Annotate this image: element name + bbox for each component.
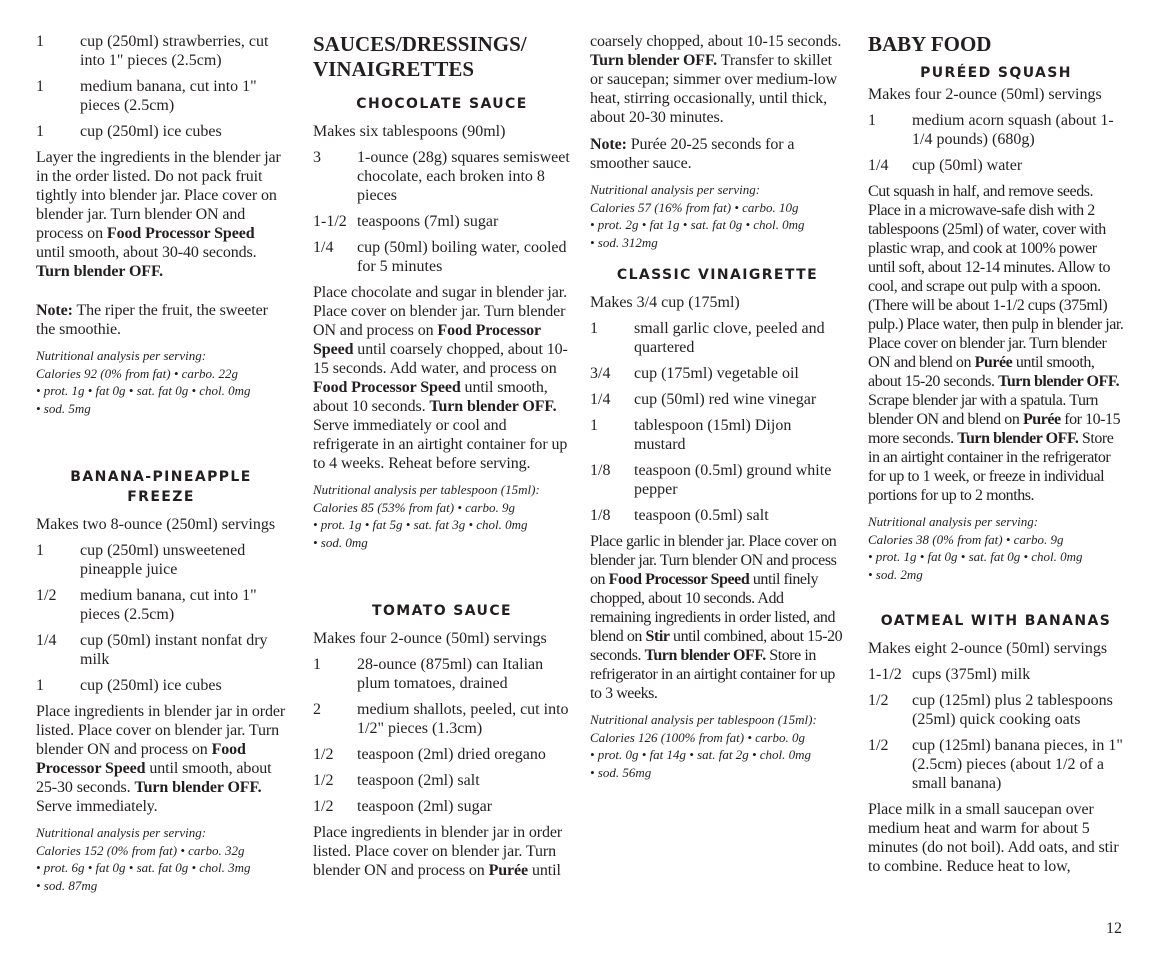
- ingredient-row: 1/2 teaspoon (2ml) dried oregano: [313, 746, 546, 763]
- ingredient-row: 1 cup (250ml) strawberries, cut into 1" pieces (2.5cm): [36, 33, 269, 69]
- column-3: [590, 32, 845, 781]
- ingredient-row: 1/2 medium banana, cut into 1" pieces (2.5cm): [36, 587, 257, 623]
- ingredient-row: 1 cup (250ml) unsweetened pineapple juice: [36, 542, 246, 578]
- recipe-yield: Makes eight 2-ounce (50ml) servings: [868, 640, 1108, 657]
- section-title: SAUCES/DRESSINGS/ VINAIGRETTES: [313, 32, 527, 81]
- ingredient-row: 3 1-ounce (28g) squares semisweet chocolate, each broken into 8 pieces: [313, 149, 570, 204]
- directions: Layer the ingredients in the blender jar in the order listed. Do not pack fruit tightly into blender jar. Place cover on blender jar. Turn blender ON and process on Food Processor Speed until smooth, about 30-40 seconds. Turn blender OFF.: [36, 149, 281, 280]
- directions: Place milk in a small saucepan over medium heat and warm for about 5 minutes (do not boil). Add oats, and stir to combine. Reduce heat to low,: [868, 801, 1119, 875]
- recipe-title: OATMEAL WITH BANANAS: [880, 613, 1112, 629]
- ingredient-row: 3/4 cup (175ml) vegetable oil: [590, 365, 799, 382]
- nutrition-info: Nutritional analysis per serving: Calories 57 (16% from fat) • carbo. 10g • prot. 2g • fat 1g • sat. fat 0g • chol. 0mg • sod. 312mg: [590, 182, 805, 250]
- ingredient-row: 1 small garlic clove, peeled and quartered: [590, 320, 825, 356]
- directions: Place ingredients in blender jar in order listed. Place cover on blender jar. Turn blender ON and process on Food Processor Speed until smooth, about 25-30 seconds. Turn blender OFF. Serve immediately.: [36, 703, 286, 815]
- recipe-title: PURÉED SQUASH: [920, 65, 1072, 81]
- ingredient-row: 1/4 cup (50ml) water: [868, 157, 1023, 174]
- ingredient-row: 1/8 teaspoon (0.5ml) salt: [590, 507, 769, 524]
- ingredient-row: 1 cup (250ml) ice cubes: [36, 123, 222, 140]
- ingredient-row: 1 medium banana, cut into 1" pieces (2.5cm): [36, 78, 257, 114]
- ingredient-row: 1/2 cup (125ml) banana pieces, in 1" (2.5cm) pieces (about 1/2 of a small banana): [868, 737, 1123, 792]
- directions: Place chocolate and sugar in blender jar. Place cover on blender jar. Turn blender ON and process on Food Processor Speed until coarsely chopped, about 10-15 seconds. Add water, and process on Food Processor Speed until smooth, about 10 seconds. Turn blender OFF. Serve immediately or cool and refrigerate in an airtight container for up to 4 weeks. Reheat before serving.: [313, 284, 568, 472]
- page-number: 12: [1106, 920, 1122, 937]
- nutrition-info: Nutritional analysis per tablespoon (15ml): Calories 126 (100% from fat) • carbo. 0g • prot. 0g • fat 14g • sat. fat 2g • chol. 0mg • sod. 56mg: [590, 712, 817, 780]
- directions: coarsely chopped, about 10-15 seconds. Turn blender OFF. Transfer to skillet or saucepan; simmer over medium-low heat, stirring occasionally, until thick, about 20-30 minutes.: [590, 33, 842, 126]
- directions: Place ingredients in blender jar in order listed. Place cover on blender jar. Turn blender ON and process on Purée until: [313, 824, 563, 879]
- ingredient-row: 1 cup (250ml) ice cubes: [36, 677, 222, 694]
- recipe-yield: Makes 3/4 cup (175ml): [590, 294, 740, 311]
- nutrition-info: Nutritional analysis per serving: Calories 92 (0% from fat) • carbo. 22g • prot. 1g • fat 0g • sat. fat 0g • chol. 0mg • sod. 5mg: [36, 348, 251, 416]
- ingredient-row: 1/4 cup (50ml) red wine vinegar: [590, 391, 817, 408]
- note: Note: The riper the fruit, the sweeter the smoothie.: [36, 302, 268, 338]
- ingredient-row: 1/8 teaspoon (0.5ml) ground white pepper: [590, 462, 832, 498]
- column-4: [868, 32, 1124, 884]
- ingredient-row: 1/4 cup (50ml) boiling water, cooled for 5 minutes: [313, 239, 567, 275]
- ingredient-row: 1/2 teaspoon (2ml) salt: [313, 772, 480, 789]
- column-2: [313, 32, 571, 888]
- ingredient-row: 1/2 teaspoon (2ml) sugar: [313, 798, 493, 815]
- recipe-yield: Makes two 8-ounce (250ml) servings: [36, 516, 276, 533]
- recipe-yield: Makes four 2-ounce (50ml) servings: [868, 86, 1102, 103]
- recipe-title: TOMATO SAUCE: [372, 603, 512, 619]
- ingredient-row: 1/4 cup (50ml) instant nonfat dry milk: [36, 632, 268, 668]
- nutrition-info: Nutritional analysis per tablespoon (15ml): Calories 85 (53% from fat) • carbo. 9g • prot. 1g • fat 5g • sat. fat 3g • chol. 0mg • sod. 0mg: [313, 482, 540, 550]
- nutrition-info: Nutritional analysis per serving: Calories 38 (0% from fat) • carbo. 9g • prot. 1g • fat 0g • sat. fat 0g • chol. 0mg • sod. 2mg: [868, 514, 1083, 582]
- recipe-title: CLASSIC VINAIGRETTE: [616, 267, 819, 283]
- ingredient-row: 1-1/2 cups (375ml) milk: [868, 666, 1031, 683]
- ingredient-row: 1 tablespoon (15ml) Dijon mustard: [590, 417, 792, 453]
- ingredient-row: 1 28-ounce (875ml) can Italian plum tomatoes, drained: [313, 656, 544, 692]
- recipe-title: CHOCOLATE SAUCE: [356, 96, 528, 112]
- section-title: BABY FOOD: [868, 32, 992, 56]
- nutrition-info: Nutritional analysis per serving: Calories 152 (0% from fat) • carbo. 32g • prot. 6g • fat 0g • sat. fat 0g • chol. 3mg • sod. 87mg: [36, 825, 251, 893]
- recipe-yield: Makes six tablespoons (90ml): [313, 123, 506, 140]
- directions: Place garlic in blender jar. Place cover on blender jar. Turn blender ON and process on Food Processor Speed until finely chopped, about 10 seconds. Add remaining ingredients in order listed, and blend on Stir until combined, about 15-20 seconds. Turn blender OFF. Store in refrigerator in an airtight container for up to 3 weeks.: [590, 533, 843, 702]
- note: Note: Purée 20-25 seconds for a smoother sauce.: [590, 136, 795, 172]
- recipe-title: BANANA-PINEAPPLE FREEZE: [70, 469, 252, 505]
- ingredient-row: 1 medium acorn squash (about 1-1/4 pounds) (680g): [868, 112, 1114, 148]
- ingredient-row: 2 medium shallots, peeled, cut into 1/2" pieces (1.3cm): [313, 701, 569, 737]
- column-1: [36, 32, 286, 894]
- ingredient-row: 1/2 cup (125ml) plus 2 tablespoons (25ml) quick cooking oats: [868, 692, 1113, 728]
- ingredient-row: 1-1/2 teaspoons (7ml) sugar: [313, 213, 499, 230]
- recipe-yield: Makes four 2-ounce (50ml) servings: [313, 630, 547, 647]
- directions: Cut squash in half, and remove seeds. Place in a microwave-safe dish with 2 tablespoons (25ml) of water, cover with plastic wrap, and cook at 100% power until soft, about 12-14 minutes. Allow to cool, and scrape out pulp with a spoon. (There will be about 1-1/2 cups (375ml) pulp.) Place water, then pulp in blender jar. Place cover on blender jar. Turn blender ON and blend on Purée until smooth, about 15-20 seconds. Turn blender OFF. Scrape blender jar with a spatula. Turn blender ON and blend on Purée for 10-15 more seconds. Turn blender OFF. Store in an airtight container in the refrigerator for up to 1 week, or freeze in individual portions for up to 2 months.: [868, 183, 1124, 504]
